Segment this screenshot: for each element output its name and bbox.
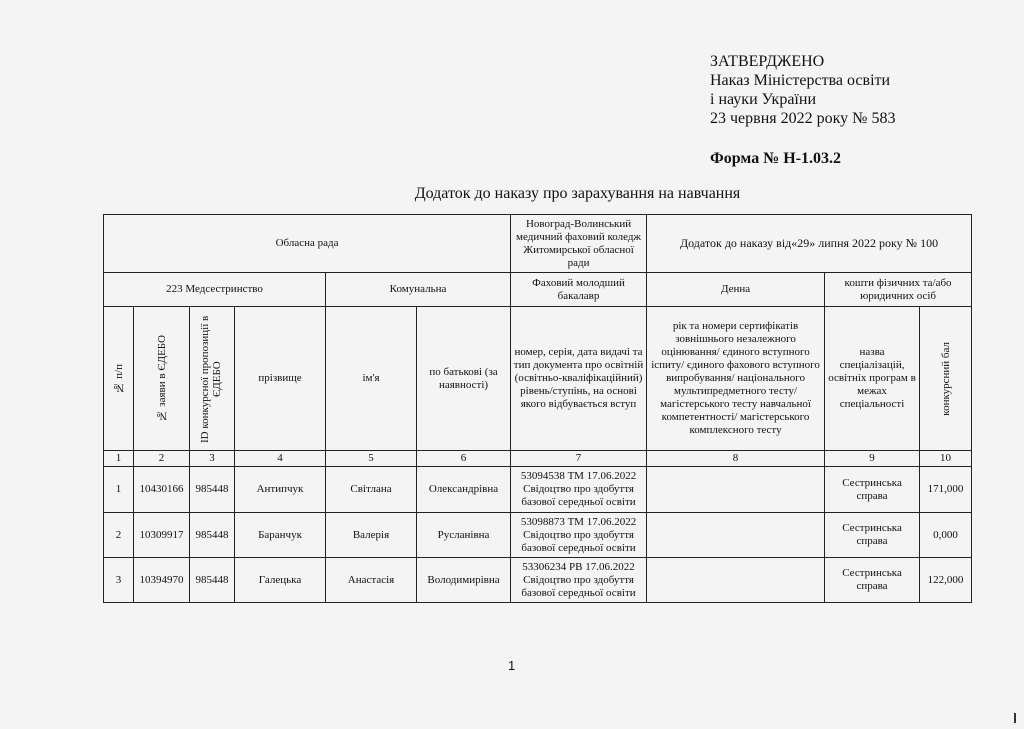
offer-id: 985448 (190, 467, 235, 513)
col-num-header: № п/п (104, 307, 134, 451)
column-number: 9 (825, 451, 920, 467)
col-score-header: конкурсний бал (920, 307, 972, 451)
surname: Галецька (235, 558, 326, 603)
surname: Антипчук (235, 467, 326, 513)
certificates (647, 513, 825, 558)
header-row-1 (104, 215, 972, 273)
col-application-header: № заяви в ЄДЕБО (134, 307, 190, 451)
score: 0,000 (920, 513, 972, 558)
column-number: 2 (134, 451, 190, 467)
first-name: Валерія (326, 513, 417, 558)
council-cell: Обласна рада (104, 215, 511, 273)
col-certificates-header: рік та номери сертифікатів зовнішнього незалежного оцінювання/ єдиного вступного іспиту/ єдиного фахового вступного випробування/ національного мультипредметного тесту/ магістерського тесту навчальної компетентності/ магістерського комплексного тесту (647, 307, 825, 451)
education-document: 53306234 РВ 17.06.2022 Свідоцтво про здобуття базової середньої освіти (511, 558, 647, 603)
surname: Баранчук (235, 513, 326, 558)
document-title: Додаток до наказу про зарахування на навчання (414, 185, 741, 202)
order-ref-cell: Додаток до наказу від«29» липня 2022 року № 100 (647, 215, 972, 273)
certificates (647, 467, 825, 513)
column-number: 10 (920, 451, 972, 467)
col-offer-id-header: ID конкурсної пропозиції в ЄДЕБО (190, 307, 235, 451)
column-number: 3 (190, 451, 235, 467)
column-number: 7 (511, 451, 647, 467)
enrollment-table (103, 214, 972, 603)
row-number: 3 (104, 558, 134, 603)
offer-id: 985448 (190, 513, 235, 558)
certificates (647, 558, 825, 603)
column-number: 8 (647, 451, 825, 467)
college-cell: Новоград-Волинський медичний фаховий коледж Житомирської обласної ради (511, 215, 647, 273)
table-row (104, 513, 972, 558)
education-document: 53094538 ТМ 17.06.2022 Свідоцтво про здобуття базової середньої освіти (511, 467, 647, 513)
column-number: 1 (104, 451, 134, 467)
column-number: 5 (326, 451, 417, 467)
degree-cell: Фаховий молодший бакалавр (511, 273, 647, 307)
row-number: 1 (104, 467, 134, 513)
col-surname-header: прізвище (235, 307, 326, 451)
education-document: 53098873 ТМ 17.06.2022 Свідоцтво про здобуття базової середньої освіти (511, 513, 647, 558)
table-row (104, 558, 972, 603)
specialization: Сестринська справа (825, 558, 920, 603)
col-name-header: ім'я (326, 307, 417, 451)
approval-line: ЗАТВЕРДЖЕНО (710, 53, 825, 70)
ownership-cell: Комунальна (326, 273, 511, 307)
column-header-row (104, 307, 972, 451)
specialty-cell: 223 Медсестринство (104, 273, 326, 307)
patronymic: Володимирівна (417, 558, 511, 603)
column-number-row (104, 451, 972, 467)
first-name: Анастасія (326, 558, 417, 603)
first-name: Світлана (326, 467, 417, 513)
funding-cell: кошти фізичних та/або юридичних осіб (825, 273, 972, 307)
patronymic: Олександрівна (417, 467, 511, 513)
score: 122,000 (920, 558, 972, 603)
column-number: 6 (417, 451, 511, 467)
approval-line: і науки України (710, 91, 816, 108)
col-document-header: номер, серія, дата видачі та тип документа про освітній (освітньо-кваліфікаційний) рівень/ступінь, на основі якого відбувається вступ (511, 307, 647, 451)
score: 171,000 (920, 467, 972, 513)
offer-id: 985448 (190, 558, 235, 603)
application-number: 10394970 (134, 558, 190, 603)
col-specialization-header: назва спеціалізацій, освітніх програм в межах спеціальності (825, 307, 920, 451)
approval-line: Наказ Міністерства освіти (710, 72, 891, 89)
col-patronymic-header: по батькові (за наявності) (417, 307, 511, 451)
row-number: 2 (104, 513, 134, 558)
application-number: 10430166 (134, 467, 190, 513)
page-number: 1 (508, 658, 516, 673)
scan-mark (1014, 713, 1016, 723)
study-form-cell: Денна (647, 273, 825, 307)
application-number: 10309917 (134, 513, 190, 558)
column-number: 4 (235, 451, 326, 467)
form-number: Форма № Н-1.03.2 (710, 150, 842, 167)
table-row (104, 467, 972, 513)
approval-block (710, 52, 895, 128)
approval-line: 23 червня 2022 року № 583 (710, 110, 896, 127)
specialization: Сестринська справа (825, 467, 920, 513)
patronymic: Русланівна (417, 513, 511, 558)
header-row-2 (104, 273, 972, 307)
specialization: Сестринська справа (825, 513, 920, 558)
